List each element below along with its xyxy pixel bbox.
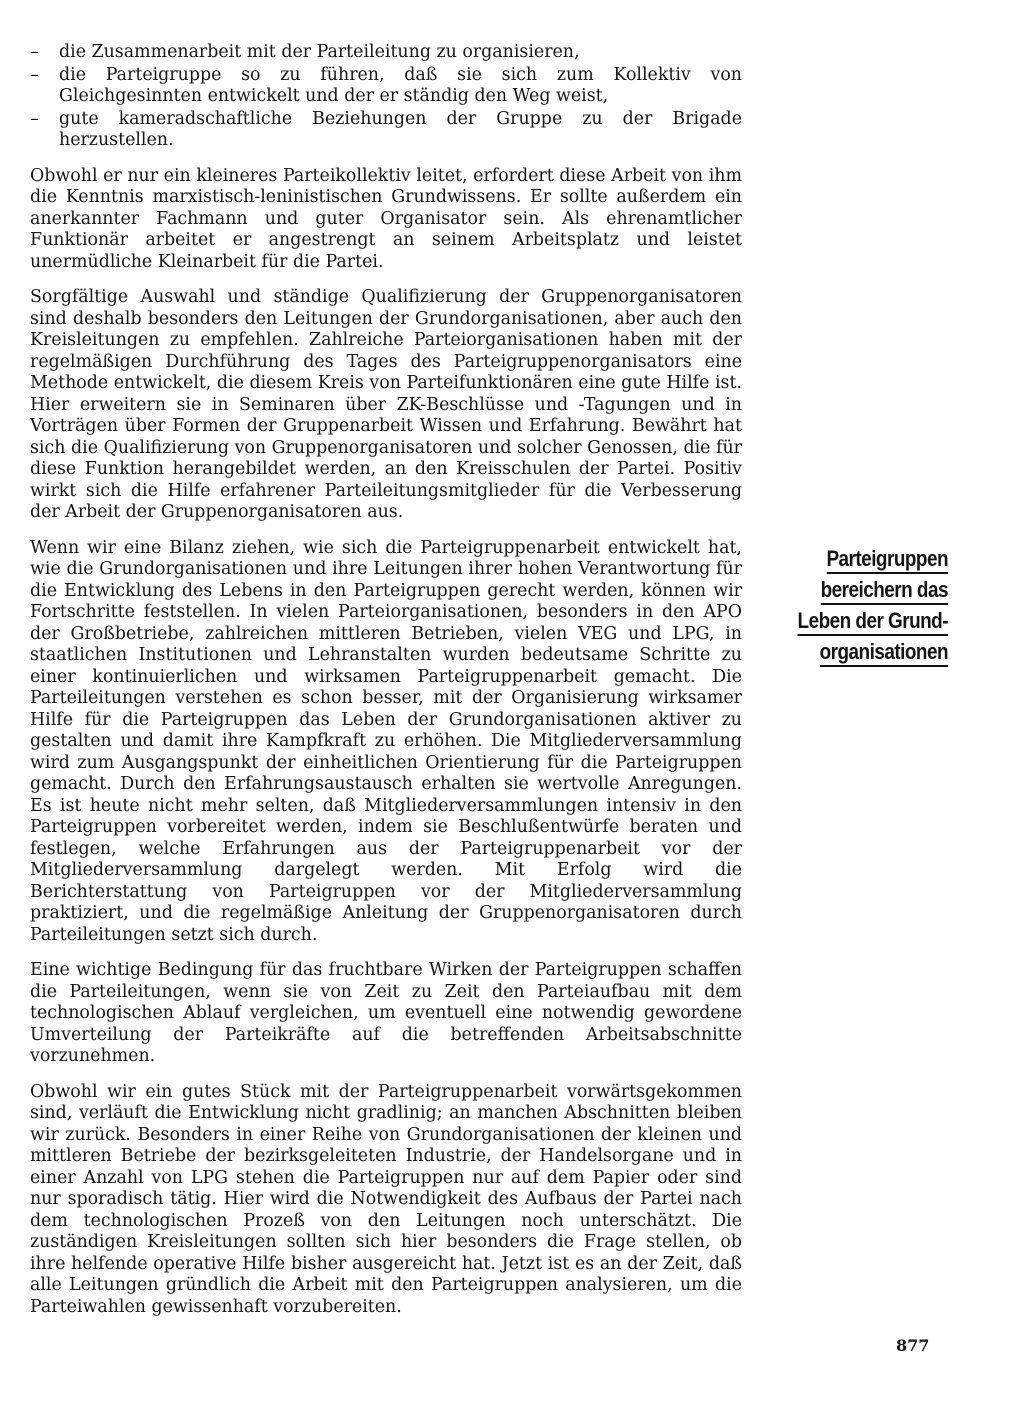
bullet-item — [30, 65, 742, 108]
bullet-text: die Parteigruppe so zu führen, daß sie sich zum Kollektiv von Gleichgesinnten entwickelt und der er ständig den Weg weist, — [59, 64, 742, 106]
paragraph-group-organizer-role: Obwohl er nur ein kleineres Parteikollektiv leitet, erfordert diese Arbeit von ihm die Kenntnis marxistisch-leninistischen Grundwissens. Er sollte außerdem ein anerkannter Fachmann und guter Organisator sein. Als ehrenamtlicher Funktionär arbeitet er angestrengt an seinem Arbeitsplatz und leistet unermüdliche Kleinarbeit für die Partei. — [30, 165, 742, 272]
marginal-heading-line — [795, 543, 948, 574]
marginal-heading-line — [795, 605, 948, 636]
bullet-list — [30, 42, 742, 152]
marginal-heading-text: Leben der Grund- — [798, 608, 948, 636]
bullet-dash: – — [30, 42, 39, 62]
main-text-column — [30, 42, 742, 1332]
marginal-heading-text: Parteigruppen — [826, 546, 948, 574]
paragraph-progress-balance: Wenn wir eine Bilanz ziehen, wie sich die Parteigruppenarbeit entwickelt hat, wie die Grundorganisationen und ihre Leitungen ihrer hohen Verantwortung für die Entwicklung des Lebens in den Parteigruppen gerecht werden, können wir Fortschritte feststellen. In vielen Parteiorganisationen, besonders in den APO der Großbetriebe, zahlreichen mittleren Betrieben, vielen VEG und LPG, in staatlichen Institutionen und Lehranstalten wurden bedeutsame Schritte zu einer kontinuierlichen und wirksamen Parteigruppenarbeit gemacht. Die Parteileitungen verstehen es schon besser, mit der Organisierung wirksamer Hilfe für die Parteigruppen das Leben der Grundorganisationen aktiver zu gestalten und damit ihre Kampfkraft zu erhöhen. Die Mitgliederversammlung wird zum Ausgangspunkt der einheitlichen Orientierung für die Parteigruppen gemacht. Durch den Erfahrungsaustausch erhalten sie wertvolle Anregungen. Es ist heute nicht mehr selten, daß Mitgliederversammlungen intensiv in den Parteigruppen vorbereitet werden, indem sie Beschlußentwürfe beraten und festlegen, welche Erfahrungen aus der Parteigruppenarbeit vor der Mitgliederversammlung dargelegt werden. Mit Erfolg wird die Berichterstattung von Parteigruppen vor der Mitgliederversammlung praktiziert, und die regelmäßige Anleitung der Gruppenorganisatoren durch Parteileitungen setzt sich durch. — [30, 537, 742, 945]
marginal-heading — [770, 543, 948, 667]
bullet-dash: – — [30, 108, 39, 129]
bullet-text: gute kameradschaftliche Beziehungen der Gruppe zu der Brigade herzustellen. — [59, 108, 742, 150]
paragraph-party-structure: Eine wichtige Bedingung für das fruchtbare Wirken der Parteigruppen schaffen die Parteileitungen, wenn sie von Zeit zu Zeit den Parteiaufbau mit dem technologischen Ablauf vergleichen, um eventuell eine notwendig gewordene Umverteilung der Parteikräfte auf die betreffenden Arbeitsabschnitte vorzunehmen. — [30, 960, 742, 1066]
page-number: 877 — [896, 1336, 930, 1355]
marginal-heading-line — [795, 574, 948, 605]
paragraph-qualification: Sorgfältige Auswahl und ständige Qualifizierung der Gruppenorganisatoren sind deshalb besonders den Leitungen der Grundorganisationen, aber auch den Kreisleitungen zu empfehlen. Zahlreiche Parteiorganisationen haben mit der regelmäßigen Durchführung des Tages des Parteigruppenorganisators eine Methode entwickelt, die diesem Kreis von Parteifunktionären eine gute Hilfe ist. Hier erweitern sie in Seminaren über ZK-Beschlüsse und -Tagungen und in Vorträgen über Formen der Gruppenarbeit Wissen und Erfahrung. Bewährt hat sich die Qualifizierung von Gruppenorganisatoren und solcher Genossen, die für diese Funktion herangebildet werden, an den Kreisschulen der Partei. Positiv wirkt sich die Hilfe erfahrener Parteileitungsmitglieder für die Verbesserung der Arbeit der Gruppenorganisatoren aus. — [30, 287, 742, 522]
bullet-dash: – — [30, 64, 39, 85]
paragraph-shortcomings: Obwohl wir ein gutes Stück mit der Parteigruppenarbeit vorwärtsgekommen sind, verläuft die Entwicklung nicht gradlinig; an manchen Abschnitten bleiben wir zurück. Besonders in einer Reihe von Grundorganisationen der kleinen und mittleren Betriebe der bezirksgeleiteten Industrie, der Handelsorgane und in einer Anzahl von LPG stehen die Parteigruppen nur auf dem Papier oder sind nur sporadisch tätig. Hier wird die Notwendigkeit des Aufbaus der Partei nach dem technologischen Prozeß von den Leitungen noch unterschätzt. Die zuständigen Kreisleitungen sollten sich hier besonders die Frage stellen, ob ihre helfende operative Hilfe bisher ausgereicht hat. Jetzt ist es an der Zeit, daß alle Leitungen gründlich die Arbeit mit den Parteigruppen analysieren, um die Parteiwahlen gewissenhaft vorzubereiten. — [30, 1081, 742, 1317]
marginal-heading-text: bereichern das — [821, 577, 948, 605]
marginal-heading-text: organisationen — [820, 639, 948, 667]
bullet-text: die Zusammenarbeit mit der Parteileitung zu organisieren, — [59, 42, 580, 62]
bullet-item — [30, 42, 742, 64]
bullet-item — [30, 109, 742, 152]
marginal-heading-line — [795, 636, 948, 667]
